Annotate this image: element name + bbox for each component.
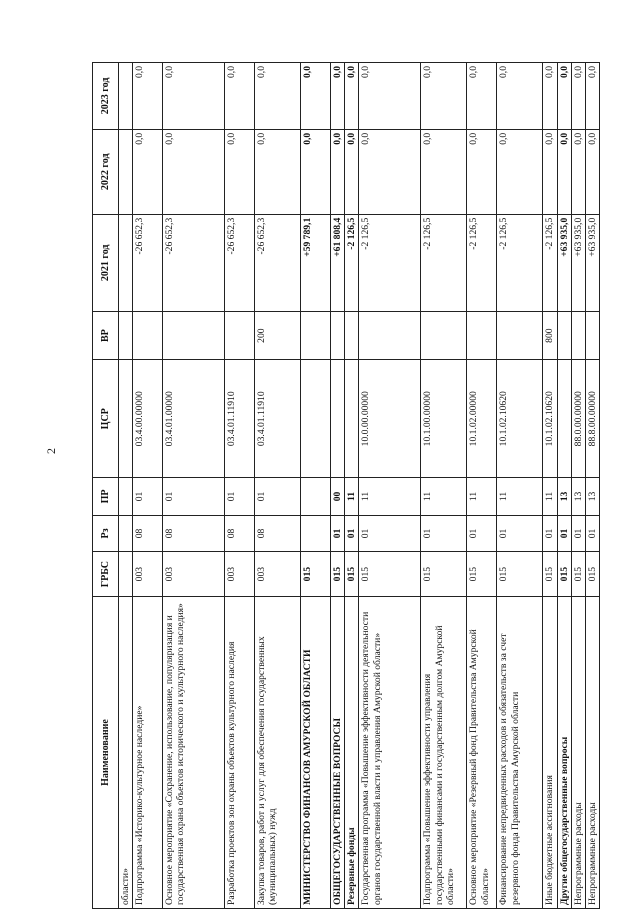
row-2022: 0,0 <box>331 129 345 214</box>
row-2022: 0,0 <box>359 129 421 214</box>
row-rz: 01 <box>345 515 359 551</box>
table-row <box>255 63 301 909</box>
row-csr: 10.1.02.00000 <box>467 360 497 478</box>
row-2023: 0,0 <box>467 63 497 130</box>
row-vr <box>301 311 331 360</box>
row-rz: 01 <box>421 515 467 551</box>
row-grbs: 015 <box>585 552 599 597</box>
row-grbs: 015 <box>421 552 467 597</box>
table-row <box>345 63 359 909</box>
row-csr: 10.1.02.10620 <box>543 360 557 478</box>
row-rz: 01 <box>497 515 543 551</box>
row-grbs: 015 <box>301 552 331 597</box>
row-pr: 11 <box>543 478 557 516</box>
row-2021: -2 126,5 <box>359 214 421 311</box>
row-vr <box>571 311 585 360</box>
row-name: МИНИСТЕРСТВО ФИНАНСОВ АМУРСКОЙ ОБЛАСТИ <box>301 597 331 909</box>
table-row <box>421 63 467 909</box>
row-2023: 0,0 <box>557 63 571 130</box>
row-grbs: 015 <box>543 552 557 597</box>
row-2021 <box>119 214 133 311</box>
row-2021: -26 652,3 <box>255 214 301 311</box>
row-2023: 0,0 <box>421 63 467 130</box>
row-2023: 0,0 <box>543 63 557 130</box>
row-rz <box>301 515 331 551</box>
table-row <box>585 63 599 909</box>
row-vr <box>133 311 163 360</box>
row-vr <box>345 311 359 360</box>
row-2023: 0,0 <box>133 63 163 130</box>
col-header-csr: ЦСР <box>93 360 119 478</box>
row-vr <box>585 311 599 360</box>
row-2022: 0,0 <box>225 129 255 214</box>
row-vr <box>119 311 133 360</box>
row-name: Разработка проектов зон охраны объектов культурного наследия <box>225 597 255 909</box>
row-2021: -2 126,5 <box>421 214 467 311</box>
row-2022: 0,0 <box>133 129 163 214</box>
row-pr: 11 <box>497 478 543 516</box>
row-2023: 0,0 <box>585 63 599 130</box>
col-header-pr: ПР <box>93 478 119 516</box>
row-name: Подпрограмма «Повышение эффективности управления государственными финансами и государственным долгом Амурской области» <box>421 597 467 909</box>
row-name: Непрограммные расходы <box>585 597 599 909</box>
row-name: Подпрограмма «Историко-культурное наследие» <box>133 597 163 909</box>
row-vr <box>557 311 571 360</box>
row-2023: 0,0 <box>345 63 359 130</box>
row-2021: -2 126,5 <box>497 214 543 311</box>
row-rz: 01 <box>543 515 557 551</box>
row-vr <box>225 311 255 360</box>
row-vr <box>497 311 543 360</box>
row-grbs: 015 <box>331 552 345 597</box>
row-grbs <box>119 552 133 597</box>
row-name: Резервные фонды <box>345 597 359 909</box>
row-2023: 0,0 <box>331 63 345 130</box>
row-name: ОБЩЕГОСУДАРСТВЕННЫЕ ВОПРОСЫ <box>331 597 345 909</box>
table-row <box>331 63 345 909</box>
row-2022: 0,0 <box>543 129 557 214</box>
col-header-2023: 2023 год <box>93 63 119 130</box>
row-csr: 88.0.00.00000 <box>571 360 585 478</box>
row-name: Закупка товаров, работ и услуг для обеспечения государственных (муниципальных) нужд <box>255 597 301 909</box>
row-name: Непрограммные расходы <box>571 597 585 909</box>
row-csr: 10.1.02.10620 <box>497 360 543 478</box>
row-grbs: 003 <box>163 552 225 597</box>
row-rz <box>119 515 133 551</box>
row-2021: -26 652,3 <box>133 214 163 311</box>
row-pr: 01 <box>163 478 225 516</box>
col-header-grbs: ГРБС <box>93 552 119 597</box>
row-grbs: 015 <box>571 552 585 597</box>
table-body <box>119 63 600 909</box>
col-header-rz: Рз <box>93 515 119 551</box>
row-2021: +63 935,0 <box>557 214 571 311</box>
row-rz: 08 <box>225 515 255 551</box>
row-2023 <box>119 63 133 130</box>
row-2022: 0,0 <box>163 129 225 214</box>
row-csr <box>557 360 571 478</box>
col-header-name: Наименование <box>93 597 119 909</box>
page-number <box>46 440 56 462</box>
row-name: Основное мероприятие «Сохранение, использование, популяризация и государственная охрана объектов исторического и культурного наследия» <box>163 597 225 909</box>
row-rz: 01 <box>585 515 599 551</box>
row-2023: 0,0 <box>497 63 543 130</box>
col-header-2021: 2021 год <box>93 214 119 311</box>
row-2021: +61 808,4 <box>331 214 345 311</box>
row-vr: 200 <box>255 311 301 360</box>
row-csr: 03.4.01.11910 <box>255 360 301 478</box>
row-rz: 01 <box>557 515 571 551</box>
row-pr: 13 <box>557 478 571 516</box>
table-row <box>359 63 421 909</box>
row-grbs: 015 <box>467 552 497 597</box>
table-row <box>225 63 255 909</box>
row-rz: 01 <box>467 515 497 551</box>
col-header-2022: 2022 год <box>93 129 119 214</box>
row-pr: 13 <box>585 478 599 516</box>
row-vr: 800 <box>543 311 557 360</box>
row-2023: 0,0 <box>225 63 255 130</box>
page-number-text: 2 <box>44 448 58 454</box>
row-csr: 03.4.01.00000 <box>163 360 225 478</box>
row-2021: -2 126,5 <box>467 214 497 311</box>
row-rz: 01 <box>359 515 421 551</box>
row-2022: 0,0 <box>255 129 301 214</box>
row-rz: 01 <box>571 515 585 551</box>
table-row <box>301 63 331 909</box>
row-2022: 0,0 <box>421 129 467 214</box>
row-2023: 0,0 <box>359 63 421 130</box>
row-grbs: 003 <box>225 552 255 597</box>
row-pr: 01 <box>133 478 163 516</box>
row-2021: -26 652,3 <box>163 214 225 311</box>
row-2022: 0,0 <box>345 129 359 214</box>
row-2022: 0,0 <box>497 129 543 214</box>
row-2022: 0,0 <box>467 129 497 214</box>
row-name: Основное мероприятие «Резервный фонд Правительства Амурской области» <box>467 597 497 909</box>
row-csr: 10.1.00.00000 <box>421 360 467 478</box>
row-csr <box>345 360 359 478</box>
row-csr: 03.4.01.11910 <box>225 360 255 478</box>
row-grbs: 015 <box>557 552 571 597</box>
row-name: области» <box>119 597 133 909</box>
row-name: Государственная программа «Повышение эффективности деятельности органов государственной власти и управления Амурской области» <box>359 597 421 909</box>
row-csr: 88.8.00.00000 <box>585 360 599 478</box>
row-2021: -2 126,5 <box>543 214 557 311</box>
row-2021: -26 652,3 <box>225 214 255 311</box>
budget-table <box>92 62 600 909</box>
row-vr <box>359 311 421 360</box>
row-grbs: 003 <box>255 552 301 597</box>
table-row <box>571 63 585 909</box>
table-row <box>119 63 133 909</box>
row-pr: 11 <box>467 478 497 516</box>
row-rz: 08 <box>255 515 301 551</box>
row-pr <box>301 478 331 516</box>
row-2023: 0,0 <box>571 63 585 130</box>
row-2022: 0,0 <box>557 129 571 214</box>
rotated-table-container <box>92 62 598 909</box>
row-rz: 01 <box>331 515 345 551</box>
row-csr <box>331 360 345 478</box>
row-grbs: 003 <box>133 552 163 597</box>
table-row <box>497 63 543 909</box>
col-header-vr: ВР <box>93 311 119 360</box>
row-2022: 0,0 <box>585 129 599 214</box>
table-row <box>133 63 163 909</box>
row-pr: 01 <box>255 478 301 516</box>
row-2023: 0,0 <box>255 63 301 130</box>
row-csr <box>119 360 133 478</box>
row-pr: 11 <box>359 478 421 516</box>
row-2022: 0,0 <box>571 129 585 214</box>
row-2022 <box>119 129 133 214</box>
row-vr <box>467 311 497 360</box>
row-csr: 03.4.00.00000 <box>133 360 163 478</box>
row-pr: 11 <box>421 478 467 516</box>
row-pr: 01 <box>225 478 255 516</box>
row-grbs: 015 <box>345 552 359 597</box>
table-header-row <box>93 63 119 909</box>
row-pr: 11 <box>345 478 359 516</box>
table-row <box>543 63 557 909</box>
row-pr <box>119 478 133 516</box>
row-2022: 0,0 <box>301 129 331 214</box>
row-name: Финансирование непредвиденных расходов и обязательств за счет резервного фонда Правительства Амурской области <box>497 597 543 909</box>
row-vr <box>421 311 467 360</box>
row-vr <box>331 311 345 360</box>
row-vr <box>163 311 225 360</box>
row-csr <box>301 360 331 478</box>
row-pr: 13 <box>571 478 585 516</box>
row-name: Иные бюджетные ассигнования <box>543 597 557 909</box>
row-2021: +59 789,1 <box>301 214 331 311</box>
row-2021: +63 935,0 <box>585 214 599 311</box>
row-2021: -2 126,5 <box>345 214 359 311</box>
row-2021: +63 935,0 <box>571 214 585 311</box>
table-row <box>557 63 571 909</box>
row-grbs: 015 <box>359 552 421 597</box>
row-2023: 0,0 <box>301 63 331 130</box>
table-row <box>163 63 225 909</box>
row-pr: 00 <box>331 478 345 516</box>
row-name: Другие общегосударственные вопросы <box>557 597 571 909</box>
row-csr: 10.0.00.00000 <box>359 360 421 478</box>
row-grbs: 015 <box>497 552 543 597</box>
row-2023: 0,0 <box>163 63 225 130</box>
row-rz: 08 <box>133 515 163 551</box>
row-rz: 08 <box>163 515 225 551</box>
table-row <box>467 63 497 909</box>
